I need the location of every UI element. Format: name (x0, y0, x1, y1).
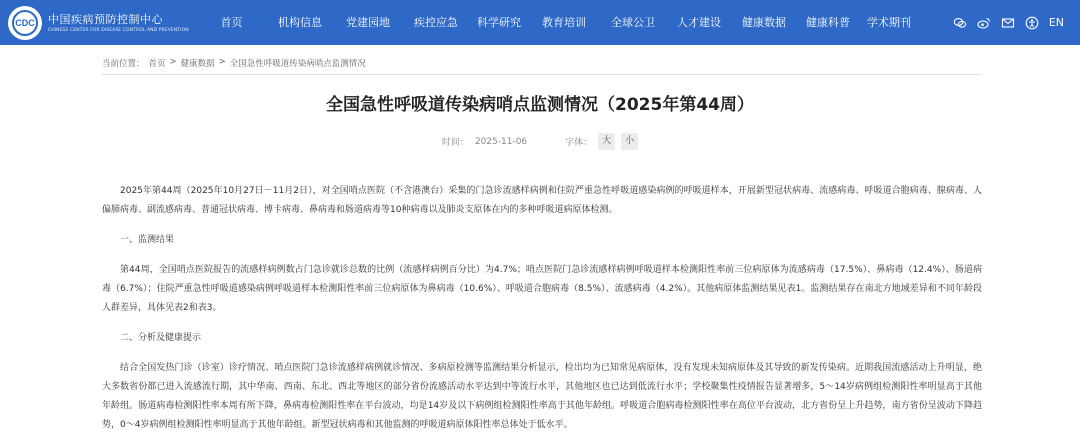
section-heading-analysis: 二、分析及健康提示 (120, 333, 202, 343)
accessibility-icon[interactable] (1025, 15, 1040, 30)
nav-health-education[interactable]: 健康科普 (806, 16, 850, 29)
cdc-emblem-icon (8, 6, 42, 40)
top-header (0, 0, 1080, 45)
article-meta (0, 133, 1080, 150)
logo-title-cn: 中国疾病预防控制中心 (48, 12, 163, 26)
section-heading-results: 一、监测结果 (120, 235, 175, 245)
nav-org-info[interactable]: 机构信息 (278, 16, 322, 29)
article-title: 全国急性呼吸道传染病哨点监测情况（2025年第44周） (326, 95, 754, 115)
nav-party[interactable]: 党建园地 (346, 16, 390, 29)
nav-education[interactable]: 教育培训 (542, 16, 586, 29)
font-size-label: 字体： (565, 138, 593, 148)
analysis-paragraph: 结合全国发热门诊（诊室）诊疗情况、哨点医院门急诊流感样病例就诊情况、多病原检测等监测结果分析显示，检出均为已知常见病原体，没有发现未知病原体及其导致的新发传染病。近期我国流感活动上升明显，绝大多数省份都已进入流感流行期，其中华南、西南、东北、西北等地区的部分省份流感活动水平达到中等流行水平，其他地区也已达到低流行水平；学校聚集性疫情报告显著增多，5～14岁病例组检测阳性率明显高于其他年龄组。肠道病毒检测阳性率本周有所下降，鼻病毒检测阳性率在平台波动，均是14岁及以下病例组检测阳性率高于其他年龄组。呼吸道合胞病毒检测阳性率在高位平台波动，北方省份呈上升趋势，南方省份呈波动下降趋势，0～4岁病例组检测阳性率明显高于其他年龄组。新型冠状病毒和其他监测的呼吸道病原体阳性率总体处于低水平。 (102, 363, 982, 430)
logo-title-en: CHINESE CENTER FOR DISEASE CONTROL AND PREVENTION (48, 27, 189, 33)
breadcrumb-divider (102, 74, 982, 75)
logo-mark-text: CDC (15, 18, 35, 28)
mail-icon[interactable] (1001, 15, 1016, 30)
language-switch-en[interactable]: EN (1048, 16, 1064, 29)
main-nav (208, 0, 918, 45)
breadcrumb-separator: > (169, 57, 177, 67)
publish-time-label: 时间： (441, 138, 469, 148)
breadcrumb-home[interactable]: 首页 (148, 59, 166, 69)
weibo-icon[interactable] (977, 15, 992, 30)
article-body (102, 182, 982, 446)
wechat-icon[interactable] (953, 15, 968, 30)
nav-research[interactable]: 科学研究 (477, 16, 521, 29)
nav-health-data[interactable]: 健康数据 (742, 16, 786, 29)
header-tools (953, 0, 1064, 45)
intro-paragraph: 2025年第44周（2025年10月27日－11月2日），对全国哨点医院（不含港澳台）采集的门急诊流感样病例和住院严重急性呼吸道感染病例的呼吸道样本，开展新型冠状病毒、流感病毒、呼吸道合胞病毒、腺病毒、人偏肺病毒、副流感病毒、普通冠状病毒、博卡病毒、鼻病毒和肠道病毒等10种病毒以及肺炎支原体在内的多种呼吸道病原体检测。 (102, 186, 982, 215)
font-small-button[interactable]: 小 (621, 133, 638, 150)
breadcrumb-prefix: 当前位置： (102, 59, 145, 69)
breadcrumb-current[interactable]: 全国急性呼吸道传染病哨点监测情况 (229, 59, 366, 69)
breadcrumb-health-data[interactable]: 健康数据 (180, 59, 215, 69)
font-large-button[interactable]: 大 (598, 133, 615, 150)
breadcrumb (102, 57, 366, 69)
nav-journals[interactable]: 学术期刊 (867, 16, 911, 29)
publish-time-value: 2025-11-06 (474, 136, 528, 147)
nav-emergency[interactable]: 疾控应急 (414, 16, 458, 29)
results-paragraph: 第44周，全国哨点医院报告的流感样病例数占门急诊就诊总数的比例（流感样病例百分比）为4.7%；哨点医院门急诊流感样病例呼吸道样本检测阳性率前三位病原体为流感病毒（17.5%）、鼻病毒（12.4%）、肠道病毒（6.7%）；住院严重急性呼吸道感染病例呼吸道样本检测阳性率前三位病原体为鼻病毒（10.6%）、呼吸道合胞病毒（8.5%）、流感病毒（4.2%）。其他病原体监测结果见表1。监测结果存在南北方地域差异和不同年龄段人群差异，具体见表2和表3。 (102, 265, 982, 313)
site-logo[interactable] (8, 6, 189, 40)
nav-talent[interactable]: 人才建设 (677, 16, 721, 29)
nav-home[interactable]: 首页 (220, 16, 243, 29)
breadcrumb-separator: > (218, 57, 226, 67)
nav-global-health[interactable]: 全球公卫 (611, 16, 655, 29)
